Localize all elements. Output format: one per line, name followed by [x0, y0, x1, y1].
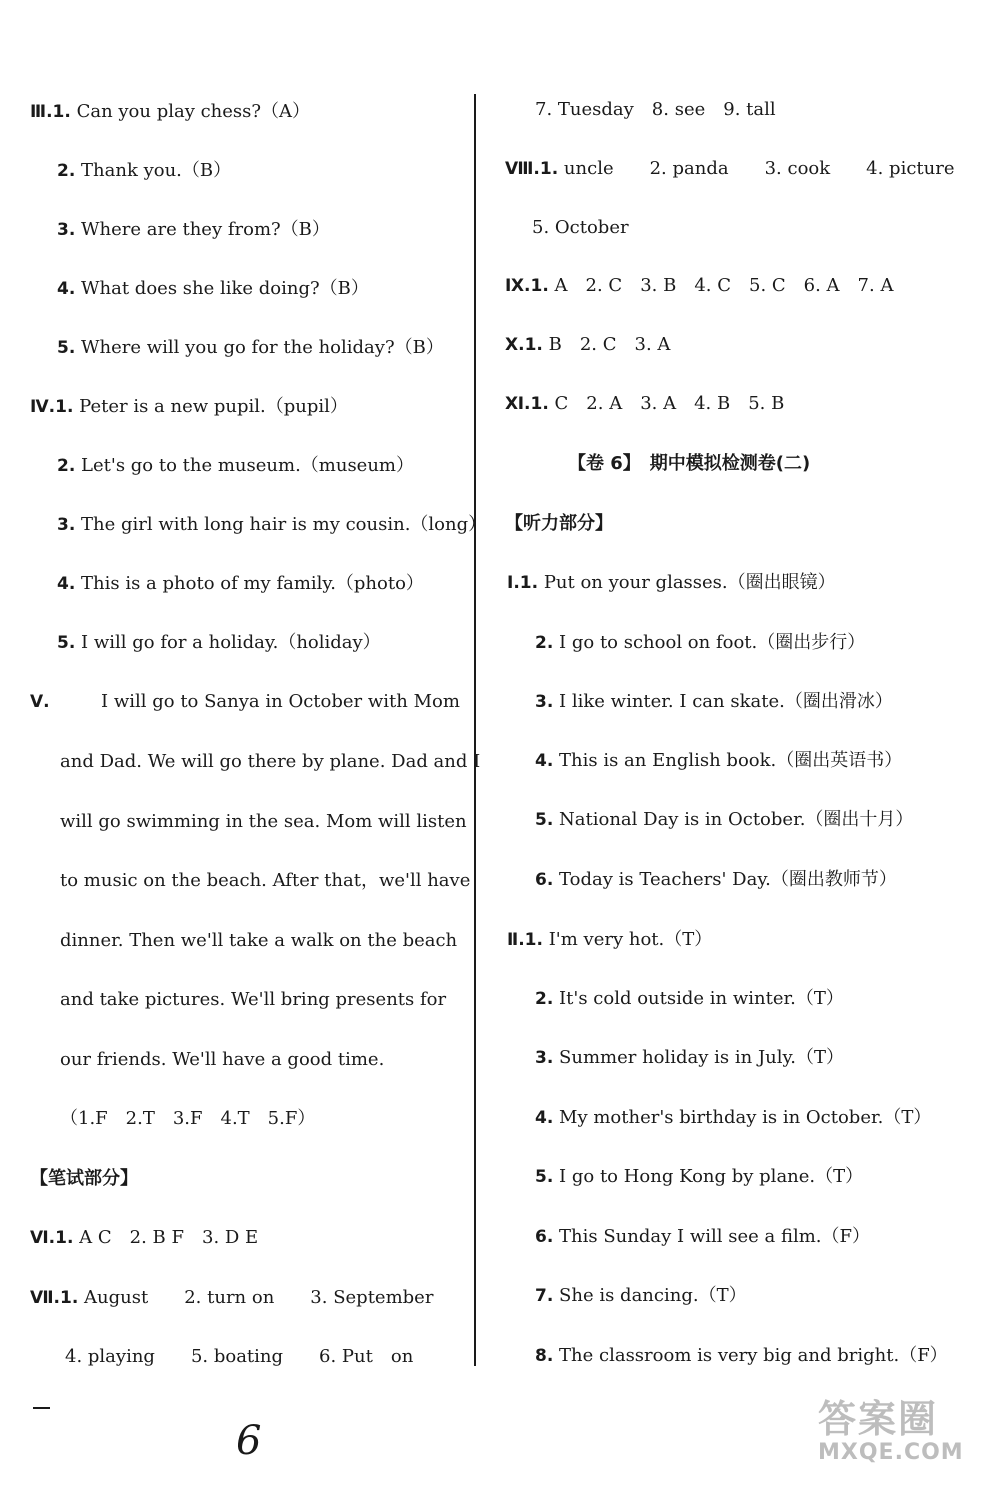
answer-line: Ⅶ.1. August 2. turn on 3. September — [30, 1287, 434, 1308]
paragraph-line: I will go to Sanya in October with Mom — [101, 691, 460, 712]
answer-line: Ⅵ.1. A C 2. B F 3. D E — [30, 1227, 259, 1248]
answer-line: 5. I will go for a holiday.（holiday） — [57, 632, 381, 653]
page-number: 6 — [236, 1418, 262, 1464]
answer-line: （1.F 2.T 3.F 4.T 5.F） — [60, 1108, 316, 1129]
answer-line: 5. Where will you go for the holiday?（B） — [57, 337, 444, 358]
answer-line: 3. I like winter. I can skate.（圈出滑冰） — [535, 691, 893, 712]
answer-line: 3. Where are they from?（B） — [57, 219, 330, 240]
answer-line: Ⅸ.1. A 2. C 3. B 4. C 5. C 6. A 7. A — [505, 275, 894, 296]
answer-line: 8. The classroom is very big and bright.（F） — [535, 1345, 948, 1366]
column-divider — [474, 94, 476, 1366]
answer-line: 2. It's cold outside in winter.（T） — [535, 988, 844, 1009]
answer-line: 2. I go to school on foot.（圈出步行） — [535, 632, 866, 653]
answer-line: Ⅱ.1. I'm very hot.（T） — [507, 929, 713, 950]
paragraph-line: to music on the beach. After that，we'll have — [60, 870, 471, 891]
answer-line: 4. What does she like doing?（B） — [57, 278, 369, 299]
section-heading: 【笔试部分】 — [30, 1168, 138, 1189]
answer-line: 4. This is a photo of my family.（photo） — [57, 573, 424, 594]
answer-line: 3. The girl with long hair is my cousin.（long） — [57, 514, 487, 535]
answer-line: 4. playing 5. boating 6. Put on — [65, 1346, 414, 1367]
paper-title: 【卷 6】 期中模拟检测卷(二) — [568, 453, 811, 474]
answer-line: 3. Summer holiday is in July.（T） — [535, 1047, 845, 1068]
paragraph-line: and Dad. We will go there by plane. Dad and I — [60, 751, 481, 772]
watermark-logo — [818, 1398, 988, 1478]
answer-line: 6. Today is Teachers' Day.（圈出教师节） — [535, 869, 897, 890]
answer-line: Ⅺ.1. C 2. A 3. A 4. B 5. B — [505, 393, 785, 414]
answer-line: 2. Let's go to the museum.（museum） — [57, 455, 414, 476]
answer-line: 6. This Sunday I will see a film.（F） — [535, 1226, 870, 1247]
answer-line: Ⅹ.1. B 2. C 3. A — [505, 334, 671, 355]
answer-line: 4. My mother's birthday is in October.（T） — [535, 1107, 932, 1128]
answer-line: 7. Tuesday 8. see 9. tall — [535, 99, 776, 120]
answer-line: 2. Thank you.（B） — [57, 160, 232, 181]
paragraph-line: and take pictures. We'll bring presents for — [60, 989, 447, 1010]
answer-line: Ⅳ.1. Peter is a new pupil.（pupil） — [30, 396, 348, 417]
section-heading: 【听力部分】 — [505, 513, 613, 534]
answer-line: Ⅲ.1. Can you play chess?（A） — [30, 101, 311, 122]
paragraph-line: our friends. We'll have a good time. — [60, 1049, 385, 1070]
answer-line: Ⅷ.1. uncle 2. panda 3. cook 4. picture — [505, 158, 955, 179]
watermark-logo-text: 答案圈 — [818, 1397, 939, 1441]
footer-rule — [33, 1407, 50, 1409]
answer-line: 5. October — [532, 217, 629, 238]
answer-line: 4. This is an English book.（圈出英语书） — [535, 750, 903, 771]
answer-line: 7. She is dancing.（T） — [535, 1285, 747, 1306]
answer-line: Ⅰ.1. Put on your glasses.（圈出眼镜） — [507, 572, 836, 593]
paragraph-line: will go swimming in the sea. Mom will listen — [60, 811, 467, 832]
section-number: Ⅴ. — [30, 692, 50, 712]
answer-line: 5. National Day is in October.（圈出十月） — [535, 809, 914, 830]
answer-line: 5. I go to Hong Kong by plane.（T） — [535, 1166, 864, 1187]
paragraph-line: dinner. Then we'll take a walk on the beach — [60, 930, 458, 951]
watermark-url: MXQE.COM — [818, 1440, 964, 1465]
